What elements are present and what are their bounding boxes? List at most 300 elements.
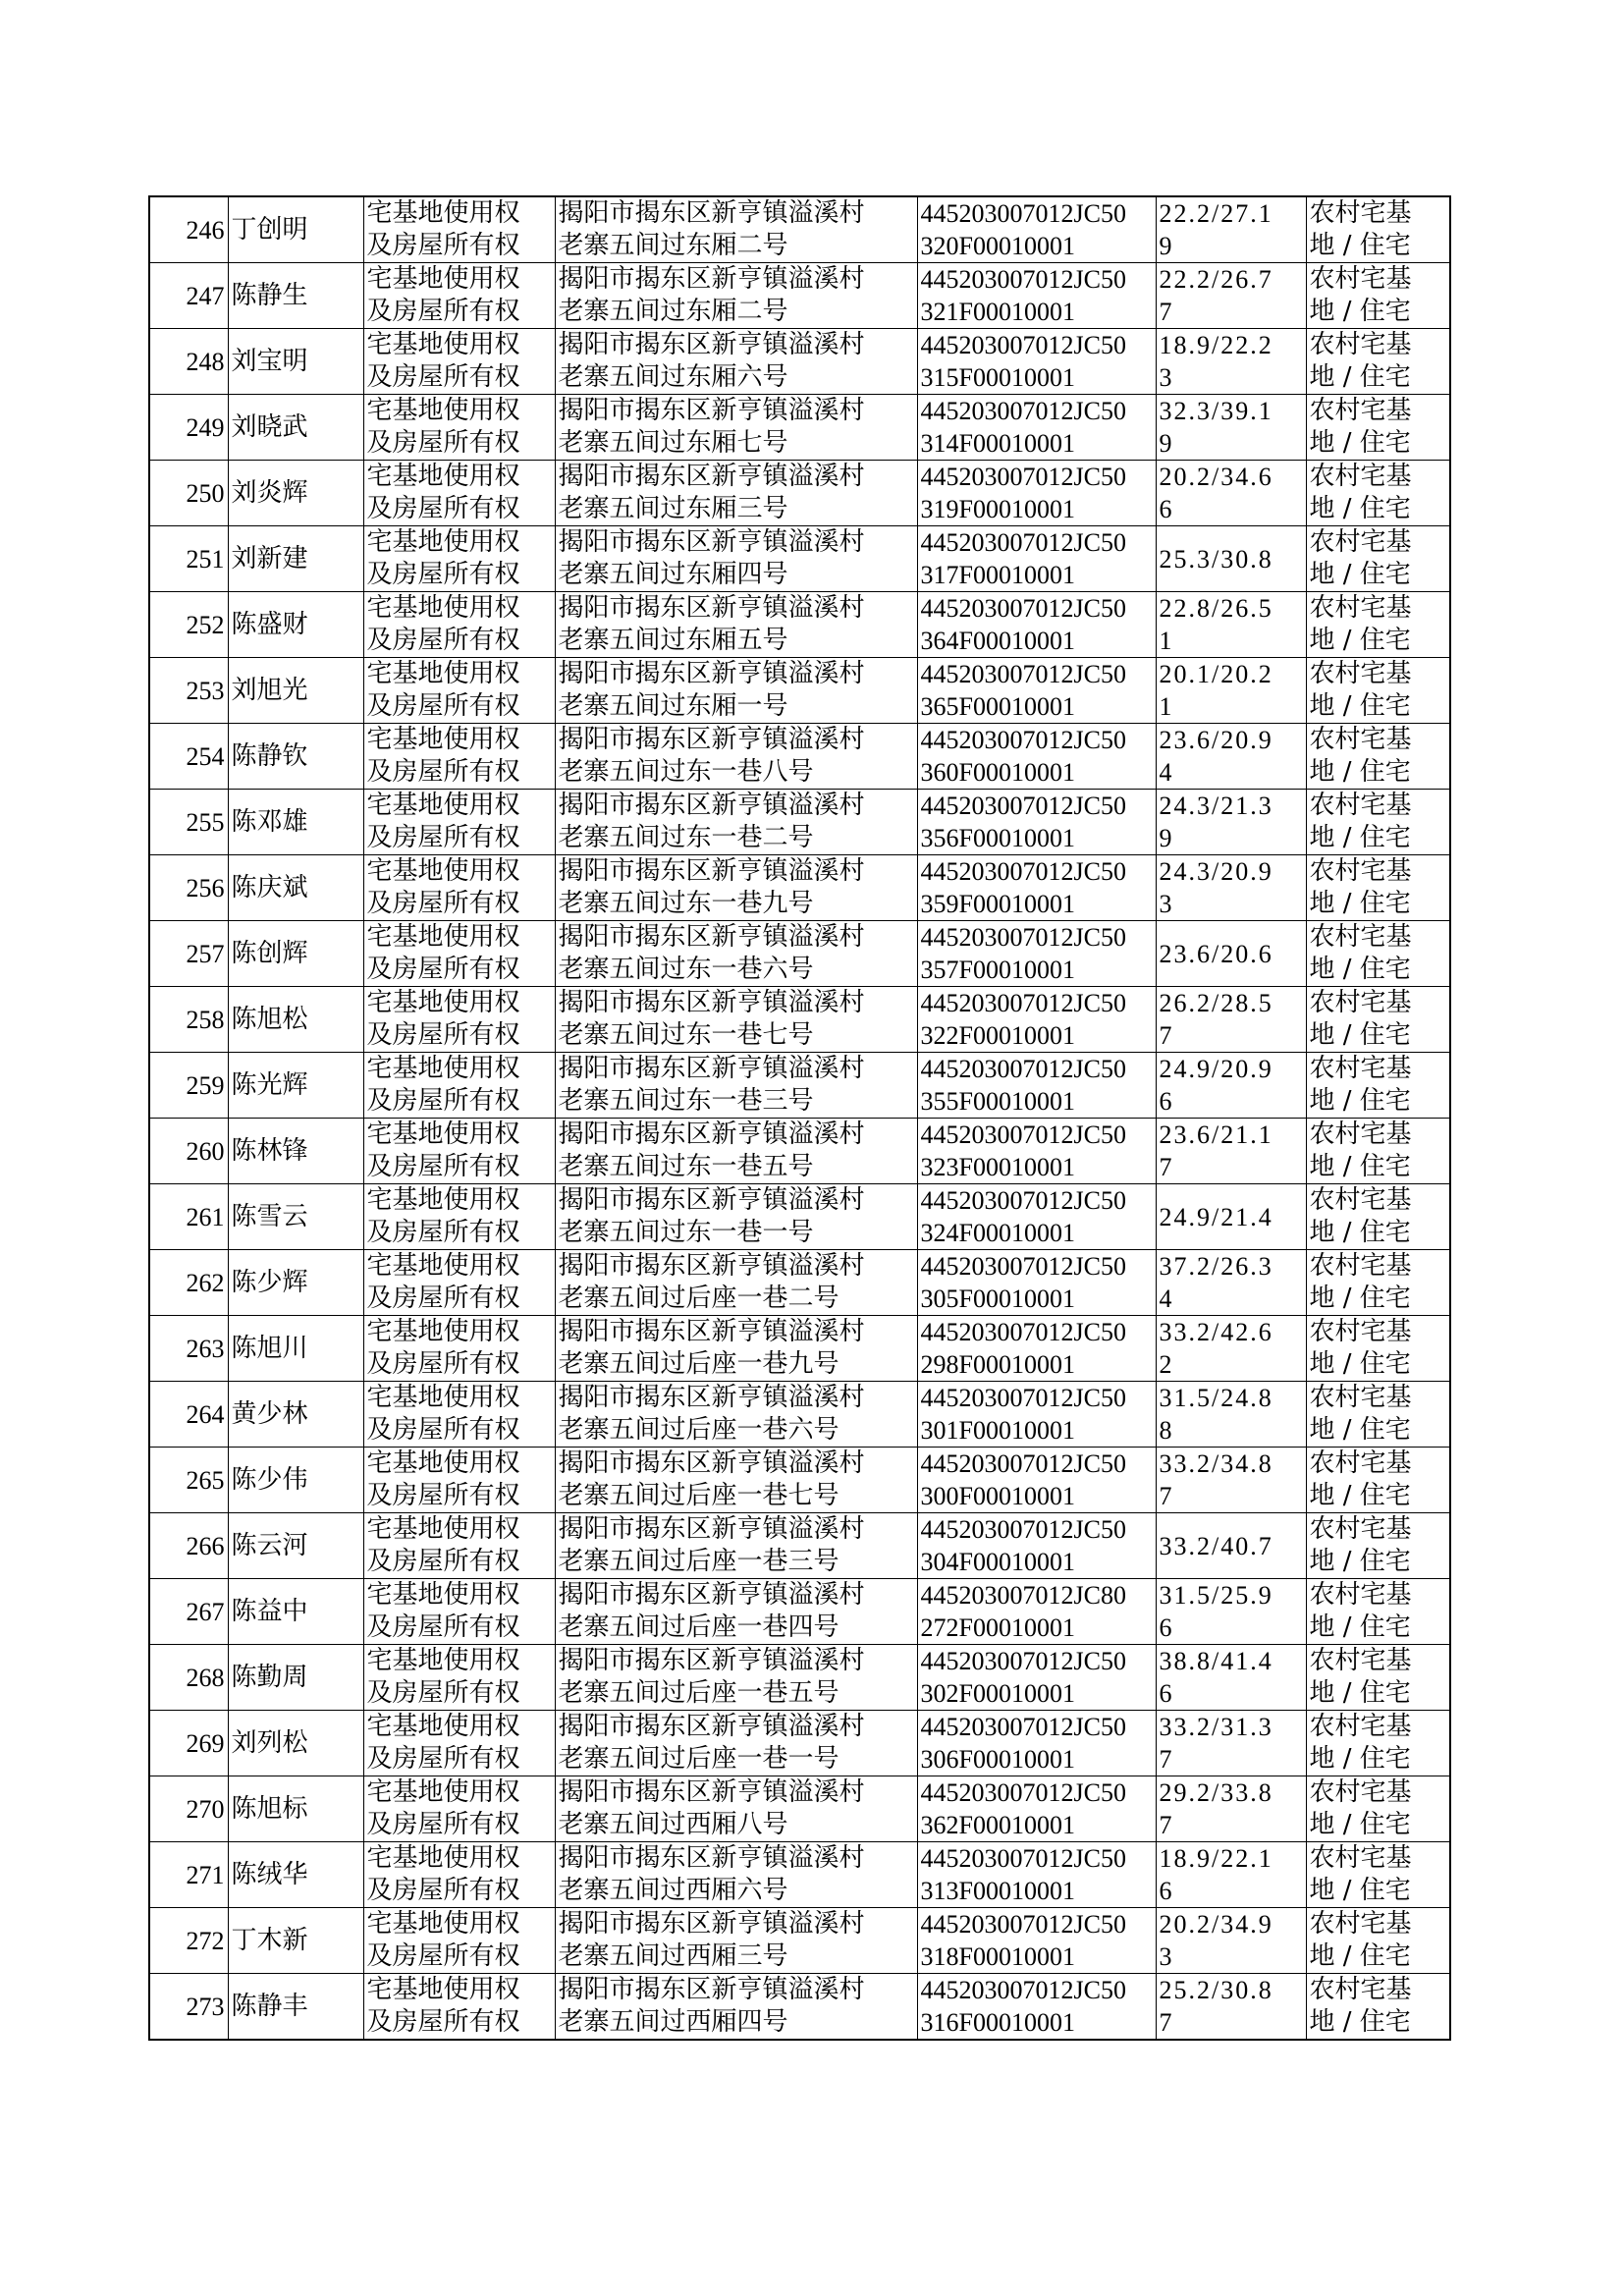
property-address-line: 老寨五间过东厢二号 [558, 297, 788, 326]
unit-code-line: 360F00010001 [920, 758, 1075, 787]
area-value-cell [1156, 1842, 1306, 1908]
right-type-cell [363, 855, 555, 921]
area-value-line: 20.2/34.6 [1159, 463, 1273, 491]
right-type-line: 及房屋所有权 [366, 1284, 520, 1313]
property-address-line: 老寨五间过东厢一号 [558, 691, 788, 721]
unit-code-line: 445203007012JC50 [920, 1252, 1126, 1281]
owner-name: 陈旭标 [231, 1793, 308, 1824]
unit-code-cell [917, 526, 1156, 592]
right-type-cell [363, 1842, 555, 1908]
land-use-line: 地 / 住宅 [1309, 626, 1411, 655]
record-number: 246 [186, 215, 225, 245]
owner-name: 陈旭松 [231, 1004, 308, 1034]
record-number: 252 [186, 610, 225, 639]
land-use-line: 农村宅基 [1309, 1646, 1412, 1675]
unit-code-cell [917, 1119, 1156, 1184]
land-use-line: 地 / 住宅 [1309, 1678, 1411, 1708]
record-number-cell [149, 1119, 228, 1184]
record-number-cell [149, 329, 228, 395]
property-address-line: 揭阳市揭东区新亨镇溢溪村 [558, 1317, 865, 1346]
property-address-line: 老寨五间过后座一巷七号 [558, 1481, 839, 1510]
property-address-cell [555, 1250, 917, 1316]
unit-code-line: 445203007012JC50 [920, 1844, 1126, 1873]
right-type-line: 宅基地使用权 [366, 725, 520, 754]
owner-name-cell [228, 329, 363, 395]
property-address-line: 揭阳市揭东区新亨镇溢溪村 [558, 1185, 865, 1215]
area-value-cell [1156, 1448, 1306, 1513]
owner-name: 陈益中 [231, 1596, 308, 1626]
property-address-cell [555, 1184, 917, 1250]
area-value-line: 25.3/30.8 [1159, 544, 1273, 574]
record-number: 247 [186, 281, 225, 310]
unit-code-line: 445203007012JC50 [920, 792, 1126, 820]
land-use-line: 地 / 住宅 [1309, 1612, 1411, 1642]
unit-code-cell [917, 1908, 1156, 1974]
owner-name-cell [228, 1776, 363, 1842]
unit-code-line: 364F00010001 [920, 627, 1075, 655]
unit-code-line: 445203007012JC50 [920, 1055, 1126, 1083]
record-number: 265 [186, 1465, 225, 1495]
record-number-cell [149, 1842, 228, 1908]
right-type-line: 及房屋所有权 [366, 1941, 520, 1971]
area-value-cell [1156, 1711, 1306, 1776]
area-value-line: 7 [1159, 1153, 1174, 1181]
unit-code-line: 319F00010001 [920, 495, 1075, 523]
property-address-cell [555, 1842, 917, 1908]
area-value-line: 33.2/40.7 [1159, 1531, 1273, 1560]
property-address-line: 揭阳市揭东区新亨镇溢溪村 [558, 922, 865, 952]
record-number: 272 [186, 1926, 225, 1955]
area-value-cell [1156, 329, 1306, 395]
land-use-line: 地 / 住宅 [1309, 560, 1411, 589]
owner-name: 陈绒华 [231, 1859, 308, 1889]
area-value-line: 2 [1159, 1350, 1174, 1379]
land-use-line: 地 / 住宅 [1309, 691, 1411, 721]
property-address-cell [555, 658, 917, 724]
owner-name-cell [228, 921, 363, 987]
unit-code-cell [917, 921, 1156, 987]
owner-name: 陈光辉 [231, 1069, 308, 1100]
land-use-cell [1306, 987, 1450, 1053]
area-value-line: 7 [1159, 1745, 1174, 1774]
land-use-line: 地 / 住宅 [1309, 823, 1411, 852]
right-type-cell [363, 1316, 555, 1382]
owner-name-cell [228, 263, 363, 329]
unit-code-line: 445203007012JC50 [920, 265, 1126, 294]
land-use-line: 农村宅基 [1309, 1317, 1412, 1346]
record-number-cell [149, 658, 228, 724]
unit-code-cell [917, 1316, 1156, 1382]
unit-code-cell [917, 1513, 1156, 1579]
property-address-line: 揭阳市揭东区新亨镇溢溪村 [558, 330, 865, 359]
unit-code-cell [917, 592, 1156, 658]
record-number-cell [149, 1776, 228, 1842]
property-address-line: 老寨五间过东厢四号 [558, 560, 788, 589]
unit-code-line: 445203007012JC50 [920, 1449, 1126, 1478]
property-address-line: 老寨五间过后座一巷二号 [558, 1284, 839, 1313]
owner-name-cell [228, 1908, 363, 1974]
right-type-cell [363, 329, 555, 395]
owner-name-cell [228, 1316, 363, 1382]
record-number-cell [149, 1645, 228, 1711]
right-type-cell [363, 1184, 555, 1250]
owner-name: 陈静钦 [231, 740, 308, 771]
table-row [149, 526, 1450, 592]
table-row [149, 1119, 1450, 1184]
owner-name: 陈少辉 [231, 1267, 308, 1297]
land-use-cell [1306, 196, 1450, 263]
land-use-line: 农村宅基 [1309, 1712, 1412, 1741]
record-number-cell [149, 1579, 228, 1645]
property-address-line: 揭阳市揭东区新亨镇溢溪村 [558, 856, 865, 886]
record-number: 257 [186, 939, 225, 968]
right-type-line: 宅基地使用权 [366, 1317, 520, 1346]
right-type-line: 及房屋所有权 [366, 889, 520, 918]
area-value-cell [1156, 395, 1306, 461]
land-use-line: 地 / 住宅 [1309, 1020, 1411, 1050]
unit-code-line: 362F00010001 [920, 1811, 1075, 1839]
right-type-cell [363, 1382, 555, 1448]
unit-code-cell [917, 263, 1156, 329]
right-type-cell [363, 395, 555, 461]
record-number-cell [149, 196, 228, 263]
area-value-line: 23.6/20.9 [1159, 726, 1273, 754]
right-type-line: 及房屋所有权 [366, 1612, 520, 1642]
owner-name: 陈创辉 [231, 938, 308, 968]
unit-code-line: 445203007012JC80 [920, 1581, 1126, 1610]
table-row [149, 1579, 1450, 1645]
land-use-cell [1306, 1645, 1450, 1711]
property-address-cell [555, 724, 917, 790]
area-value-line: 22.8/26.5 [1159, 594, 1273, 623]
area-value-line: 8 [1159, 1416, 1174, 1445]
right-type-line: 及房屋所有权 [366, 2007, 520, 2037]
record-number: 256 [186, 873, 225, 902]
property-address-line: 老寨五间过后座一巷六号 [558, 1415, 839, 1445]
table-row [149, 1448, 1450, 1513]
land-use-cell [1306, 855, 1450, 921]
property-address-line: 老寨五间过东一巷二号 [558, 823, 814, 852]
property-address-line: 揭阳市揭东区新亨镇溢溪村 [558, 593, 865, 623]
right-type-line: 宅基地使用权 [366, 1975, 520, 2004]
right-type-line: 及房屋所有权 [366, 362, 520, 392]
table-row [149, 921, 1450, 987]
unit-code-line: 445203007012JC50 [920, 1120, 1126, 1149]
area-value-line: 1 [1159, 692, 1174, 721]
area-value-line: 24.9/21.4 [1159, 1202, 1273, 1231]
unit-code-cell [917, 1776, 1156, 1842]
area-value-line: 7 [1159, 1482, 1174, 1510]
table-row [149, 1842, 1450, 1908]
right-type-line: 及房屋所有权 [366, 1415, 520, 1445]
property-address-line: 老寨五间过东一巷五号 [558, 1152, 814, 1181]
land-use-line: 农村宅基 [1309, 856, 1412, 886]
record-number-cell [149, 1250, 228, 1316]
owner-name: 陈旭川 [231, 1333, 308, 1363]
owner-name: 陈邓雄 [231, 806, 308, 837]
owner-name-cell [228, 1645, 363, 1711]
table-row [149, 1316, 1450, 1382]
table-row [149, 395, 1450, 461]
right-type-line: 宅基地使用权 [366, 1054, 520, 1083]
owner-name: 陈静生 [231, 280, 308, 310]
unit-code-line: 445203007012JC50 [920, 1384, 1126, 1412]
unit-code-cell [917, 1184, 1156, 1250]
property-address-line: 揭阳市揭东区新亨镇溢溪村 [558, 1975, 865, 2004]
land-use-cell [1306, 1184, 1450, 1250]
right-type-line: 及房屋所有权 [366, 757, 520, 787]
land-use-cell [1306, 1119, 1450, 1184]
area-value-cell [1156, 196, 1306, 263]
property-address-cell [555, 1711, 917, 1776]
land-use-line: 农村宅基 [1309, 1054, 1412, 1083]
record-number: 248 [186, 347, 225, 376]
unit-code-line: 298F00010001 [920, 1350, 1075, 1379]
area-value-cell [1156, 1184, 1306, 1250]
right-type-line: 宅基地使用权 [366, 856, 520, 886]
owner-name-cell [228, 1711, 363, 1776]
record-number: 262 [186, 1268, 225, 1297]
property-address-line: 揭阳市揭东区新亨镇溢溪村 [558, 1777, 865, 1807]
unit-code-line: 316F00010001 [920, 2008, 1075, 2037]
unit-code-line: 355F00010001 [920, 1087, 1075, 1116]
record-number: 254 [186, 741, 225, 771]
table-row [149, 724, 1450, 790]
unit-code-cell [917, 196, 1156, 263]
right-type-line: 宅基地使用权 [366, 791, 520, 820]
unit-code-line: 301F00010001 [920, 1416, 1075, 1445]
land-use-line: 农村宅基 [1309, 264, 1412, 294]
right-type-line: 宅基地使用权 [366, 1185, 520, 1215]
area-value-cell [1156, 1513, 1306, 1579]
record-number-cell [149, 1711, 228, 1776]
property-address-line: 老寨五间过东一巷九号 [558, 889, 814, 918]
record-number-cell [149, 790, 228, 855]
land-use-line: 地 / 住宅 [1309, 1086, 1411, 1116]
table-row [149, 329, 1450, 395]
land-use-line: 地 / 住宅 [1309, 1349, 1411, 1379]
right-type-cell [363, 658, 555, 724]
right-type-cell [363, 987, 555, 1053]
land-use-line: 农村宅基 [1309, 988, 1412, 1017]
property-address-line: 揭阳市揭东区新亨镇溢溪村 [558, 1646, 865, 1675]
property-address-cell [555, 592, 917, 658]
table-row [149, 1382, 1450, 1448]
area-value-line: 31.5/24.8 [1159, 1384, 1273, 1412]
owner-name: 陈少伟 [231, 1464, 308, 1495]
unit-code-line: 445203007012JC50 [920, 1778, 1126, 1807]
area-value-line: 3 [1159, 890, 1174, 918]
land-use-cell [1306, 658, 1450, 724]
right-type-line: 宅基地使用权 [366, 396, 520, 425]
record-number-cell [149, 1184, 228, 1250]
right-type-line: 宅基地使用权 [366, 1646, 520, 1675]
record-number: 249 [186, 412, 225, 442]
right-type-line: 宅基地使用权 [366, 988, 520, 1017]
unit-code-line: 315F00010001 [920, 363, 1075, 392]
property-address-line: 揭阳市揭东区新亨镇溢溪村 [558, 1448, 865, 1478]
owner-name-cell [228, 1250, 363, 1316]
owner-name-cell [228, 724, 363, 790]
area-value-line: 4 [1159, 758, 1174, 787]
area-value-line: 9 [1159, 429, 1174, 458]
table-row [149, 1645, 1450, 1711]
unit-code-line: 445203007012JC50 [920, 1515, 1126, 1544]
right-type-line: 及房屋所有权 [366, 1218, 520, 1247]
right-type-cell [363, 1908, 555, 1974]
unit-code-cell [917, 461, 1156, 526]
property-address-line: 揭阳市揭东区新亨镇溢溪村 [558, 264, 865, 294]
owner-name: 陈云河 [231, 1530, 308, 1560]
right-type-line: 宅基地使用权 [366, 264, 520, 294]
right-type-line: 宅基地使用权 [366, 1712, 520, 1741]
right-type-line: 及房屋所有权 [366, 1810, 520, 1839]
record-number-cell [149, 526, 228, 592]
record-number-cell [149, 592, 228, 658]
right-type-cell [363, 526, 555, 592]
unit-code-line: 357F00010001 [920, 956, 1075, 984]
record-number-cell [149, 1513, 228, 1579]
right-type-cell [363, 461, 555, 526]
area-value-line: 26.2/28.5 [1159, 989, 1273, 1017]
property-address-line: 老寨五间过西厢八号 [558, 1810, 788, 1839]
right-type-cell [363, 1711, 555, 1776]
unit-code-line: 304F00010001 [920, 1548, 1075, 1576]
land-use-line: 农村宅基 [1309, 396, 1412, 425]
area-value-line: 3 [1159, 1942, 1174, 1971]
owner-name: 陈勤周 [231, 1662, 308, 1692]
record-number: 251 [186, 544, 225, 574]
property-address-line: 老寨五间过东厢七号 [558, 428, 788, 458]
land-use-cell [1306, 724, 1450, 790]
table-row [149, 1053, 1450, 1119]
right-type-line: 宅基地使用权 [366, 922, 520, 952]
owner-name-cell [228, 1974, 363, 2041]
right-type-line: 及房屋所有权 [366, 1086, 520, 1116]
land-use-line: 农村宅基 [1309, 330, 1412, 359]
table-row [149, 1184, 1450, 1250]
property-address-line: 老寨五间过后座一巷五号 [558, 1678, 839, 1708]
record-number-cell [149, 1448, 228, 1513]
land-use-line: 农村宅基 [1309, 725, 1412, 754]
area-value-cell [1156, 1316, 1306, 1382]
record-number: 253 [186, 676, 225, 705]
property-address-line: 老寨五间过西厢四号 [558, 2007, 788, 2037]
area-value-cell [1156, 1974, 1306, 2041]
land-use-cell [1306, 1250, 1450, 1316]
right-type-line: 及房屋所有权 [366, 1876, 520, 1905]
area-value-cell [1156, 855, 1306, 921]
right-type-line: 及房屋所有权 [366, 1152, 520, 1181]
unit-code-line: 445203007012JC50 [920, 397, 1126, 425]
right-type-line: 宅基地使用权 [366, 1843, 520, 1873]
record-number: 270 [186, 1794, 225, 1824]
area-value-line: 20.2/34.9 [1159, 1910, 1273, 1939]
right-type-line: 宅基地使用权 [366, 1383, 520, 1412]
unit-code-line: 318F00010001 [920, 1942, 1075, 1971]
record-number-cell [149, 1908, 228, 1974]
area-value-line: 23.6/21.1 [1159, 1120, 1273, 1149]
record-number: 263 [186, 1334, 225, 1363]
unit-code-cell [917, 1711, 1156, 1776]
land-use-line: 农村宅基 [1309, 462, 1412, 491]
land-use-line: 农村宅基 [1309, 527, 1412, 557]
area-value-line: 7 [1159, 2008, 1174, 2037]
owner-name-cell [228, 1448, 363, 1513]
record-number: 264 [186, 1399, 225, 1429]
land-use-line: 地 / 住宅 [1309, 1547, 1411, 1576]
property-address-line: 老寨五间过东一巷七号 [558, 1020, 814, 1050]
land-use-cell [1306, 790, 1450, 855]
area-value-cell [1156, 1645, 1306, 1711]
unit-code-line: 445203007012JC50 [920, 857, 1126, 886]
right-type-line: 及房屋所有权 [366, 1744, 520, 1774]
unit-code-line: 320F00010001 [920, 232, 1075, 260]
owner-name-cell [228, 395, 363, 461]
right-type-cell [363, 1448, 555, 1513]
unit-code-line: 356F00010001 [920, 824, 1075, 852]
unit-code-cell [917, 1382, 1156, 1448]
right-type-line: 及房屋所有权 [366, 1349, 520, 1379]
area-value-line: 18.9/22.1 [1159, 1844, 1273, 1873]
owner-name-cell [228, 1053, 363, 1119]
area-value-line: 6 [1159, 495, 1174, 523]
record-number: 267 [186, 1597, 225, 1626]
area-value-line: 24.3/20.9 [1159, 857, 1273, 886]
right-type-line: 宅基地使用权 [366, 1120, 520, 1149]
unit-code-cell [917, 1645, 1156, 1711]
land-use-line: 农村宅基 [1309, 1514, 1412, 1544]
right-type-line: 宅基地使用权 [366, 1580, 520, 1610]
area-value-cell [1156, 987, 1306, 1053]
land-use-line: 农村宅基 [1309, 791, 1412, 820]
area-value-line: 7 [1159, 298, 1174, 326]
land-use-line: 地 / 住宅 [1309, 757, 1411, 787]
property-address-cell [555, 1053, 917, 1119]
unit-code-line: 313F00010001 [920, 1877, 1075, 1905]
right-type-line: 及房屋所有权 [366, 626, 520, 655]
owner-name: 陈雪云 [231, 1201, 308, 1231]
area-value-line: 38.8/41.4 [1159, 1647, 1273, 1675]
right-type-line: 宅基地使用权 [366, 1777, 520, 1807]
area-value-line: 6 [1159, 1613, 1174, 1642]
property-address-cell [555, 263, 917, 329]
unit-code-line: 359F00010001 [920, 890, 1075, 918]
property-address-cell [555, 1974, 917, 2041]
table-row [149, 592, 1450, 658]
unit-code-cell [917, 724, 1156, 790]
unit-code-line: 305F00010001 [920, 1284, 1075, 1313]
property-address-line: 老寨五间过东厢三号 [558, 494, 788, 523]
table-row [149, 1711, 1450, 1776]
right-type-line: 宅基地使用权 [366, 1448, 520, 1478]
property-address-line: 揭阳市揭东区新亨镇溢溪村 [558, 659, 865, 688]
area-value-line: 24.3/21.3 [1159, 792, 1273, 820]
property-address-line: 老寨五间过后座一巷一号 [558, 1744, 839, 1774]
right-type-cell [363, 263, 555, 329]
record-number-cell [149, 1316, 228, 1382]
land-use-line: 地 / 住宅 [1309, 1810, 1411, 1839]
property-address-cell [555, 921, 917, 987]
area-value-cell [1156, 1119, 1306, 1184]
area-value-line: 22.2/27.1 [1159, 199, 1273, 228]
land-use-cell [1306, 329, 1450, 395]
unit-code-cell [917, 395, 1156, 461]
record-number-cell [149, 724, 228, 790]
property-address-line: 揭阳市揭东区新亨镇溢溪村 [558, 725, 865, 754]
unit-code-line: 365F00010001 [920, 692, 1075, 721]
right-type-cell [363, 1513, 555, 1579]
